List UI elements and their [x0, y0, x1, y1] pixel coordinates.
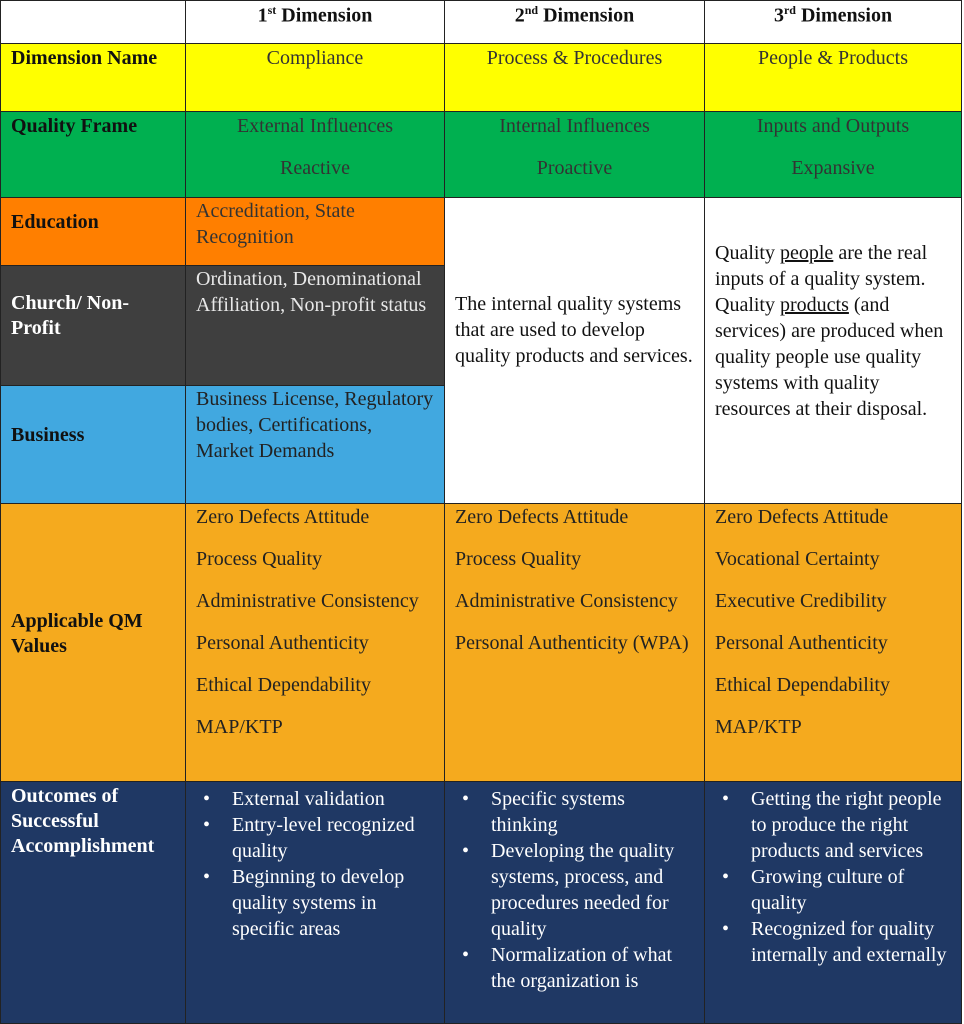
qm-value: Personal Authenticity	[196, 632, 369, 654]
quality-frame-d2-line2: Proactive	[536, 157, 613, 179]
bullet-icon: •	[722, 788, 730, 810]
qm-value: Process Quality	[196, 548, 323, 570]
quality-frame-d1-line1: External Influences	[236, 115, 394, 137]
qm-value: Ethical Dependability	[196, 674, 371, 696]
outcome-text: Normalization of what the organization is	[491, 944, 673, 992]
sectors-d3-description	[705, 198, 962, 504]
header-dimension-3	[705, 0, 962, 44]
outcome-item	[705, 864, 953, 916]
outcome-item	[705, 786, 953, 864]
outcome-item	[186, 864, 436, 942]
header-d2-num: 2	[514, 4, 525, 27]
row-label-dimension-name: Dimension Name	[0, 44, 186, 112]
header-d3-sup: rd	[783, 3, 796, 17]
qm-value: Zero Defects Attitude	[455, 506, 629, 528]
qm-value: Personal Authenticity	[715, 632, 888, 654]
bullet-icon: •	[203, 866, 211, 888]
outcome-item	[445, 838, 696, 942]
business-d1: Business License, Regulatory bodies, Certifications, Market Demands	[186, 386, 445, 504]
outcomes-d1	[186, 782, 445, 1024]
outcome-text: Getting the right people to produce the right products and services	[751, 788, 942, 862]
outcome-item	[705, 916, 953, 968]
row-label-church-nonprofit: Church/ Non-Profit	[0, 266, 186, 386]
qm-value: Zero Defects Attitude	[715, 506, 889, 528]
d3-text-1: Quality	[715, 242, 780, 264]
bullet-icon: •	[203, 788, 211, 810]
dimension-name-d1: Compliance	[186, 44, 445, 112]
qm-value: Vocational Certainty	[715, 548, 880, 570]
quality-frame-d1-line2: Reactive	[280, 157, 350, 179]
outcome-text: Beginning to develop quality systems in specific areas	[232, 866, 405, 940]
header-d3-label: Dimension	[800, 4, 893, 27]
header-d2-sup: nd	[524, 3, 539, 17]
row-label-education: Education	[0, 198, 186, 266]
outcomes-d3	[705, 782, 962, 1024]
qm-values-d2	[445, 504, 705, 782]
header-d3-num: 3	[773, 4, 784, 27]
qm-values-d3	[705, 504, 962, 782]
quality-frame-d3-line1: Inputs and Outputs	[756, 115, 910, 137]
d3-text-2: are the real inputs of a quality system. Quality	[715, 242, 928, 316]
row-label-qm-values: Applicable QM Values	[0, 504, 186, 782]
d3-underlined-people: people	[780, 242, 834, 264]
header-dimension-1	[186, 0, 445, 44]
outcomes-d2	[445, 782, 705, 1024]
outcome-text: Recognized for quality internally and externally	[751, 918, 947, 966]
quality-frame-d2	[445, 112, 705, 198]
header-d2-label: Dimension	[543, 4, 635, 27]
quality-frame-d2-line1: Internal Influences	[499, 115, 650, 137]
qm-value: Personal Authenticity (WPA)	[455, 632, 689, 654]
header-d1-label: Dimension	[281, 4, 373, 27]
qm-values-d1	[186, 504, 445, 782]
outcome-item	[445, 942, 696, 994]
church-d1: Ordination, Denominational Affiliation, Non-profit status	[186, 266, 445, 386]
bullet-icon: •	[722, 918, 730, 940]
outcome-text: Growing culture of quality	[751, 866, 905, 914]
row-label-business: Business	[0, 386, 186, 504]
corner-cell	[0, 0, 186, 44]
bullet-icon: •	[462, 788, 470, 810]
qm-value: Executive Credibility	[715, 590, 887, 612]
outcome-item	[445, 786, 696, 838]
outcome-item	[186, 786, 436, 812]
row-label-quality-frame: Quality Frame	[0, 112, 186, 198]
header-dimension-2	[445, 0, 705, 44]
sectors-d2-description: The internal quality systems that are used to develop quality products and services.	[445, 198, 705, 504]
header-d1-sup: st	[267, 3, 277, 17]
bullet-icon: •	[722, 866, 730, 888]
bullet-icon: •	[462, 840, 470, 862]
qm-value: Administrative Consistency	[455, 590, 678, 612]
qm-value: MAP/KTP	[715, 716, 802, 738]
bullet-icon: •	[462, 944, 470, 966]
quality-frame-d3	[705, 112, 962, 198]
education-d1: Accreditation, State Recognition	[186, 198, 445, 266]
outcome-text: External validation	[232, 788, 385, 810]
bullet-icon: •	[203, 814, 211, 836]
d3-text-3: (and services) are produced when quality people use quality systems with quality resources at their disposal.	[715, 294, 944, 420]
d3-underlined-products: products	[780, 294, 849, 316]
dimension-name-d3: People & Products	[705, 44, 962, 112]
header-d1-num: 1	[257, 4, 268, 27]
row-label-outcomes: Outcomes of Successful Accomplishment	[0, 782, 186, 1024]
quality-frame-d1	[186, 112, 445, 198]
qm-value: MAP/KTP	[196, 716, 283, 738]
dimension-name-d2: Process & Procedures	[445, 44, 705, 112]
qm-value: Zero Defects Attitude	[196, 506, 370, 528]
outcome-text: Specific systems thinking	[491, 788, 625, 836]
qm-value: Ethical Dependability	[715, 674, 890, 696]
outcome-text: Developing the quality systems, process, and procedures needed for quality	[491, 840, 675, 940]
outcome-text: Entry-level recognized quality	[232, 814, 415, 862]
outcome-item	[186, 812, 436, 864]
qm-value: Process Quality	[455, 548, 582, 570]
quality-frame-d3-line2: Expansive	[791, 157, 875, 179]
qm-value: Administrative Consistency	[196, 590, 419, 612]
